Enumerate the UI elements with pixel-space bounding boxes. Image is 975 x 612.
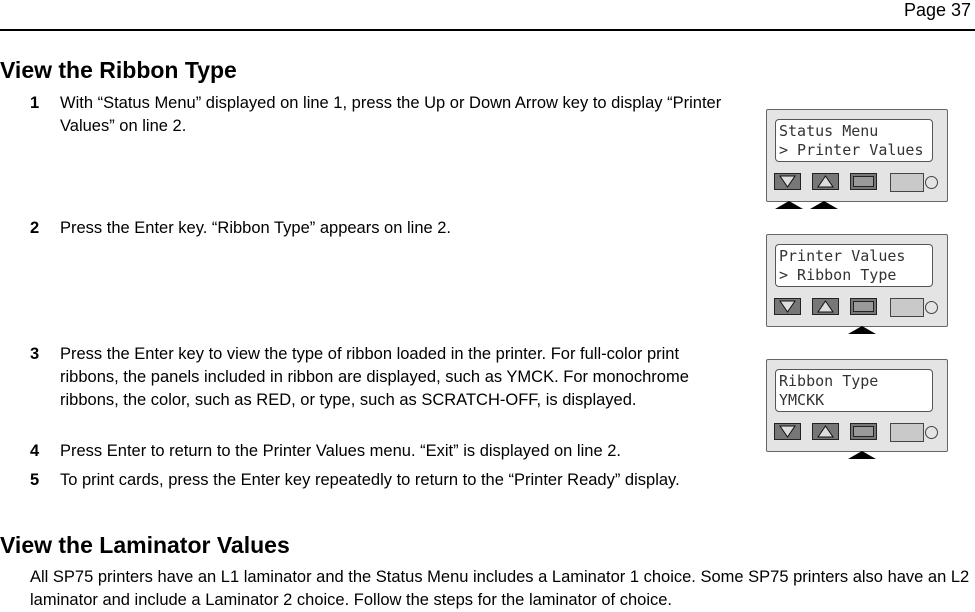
lcd-line-1: Ribbon Type — [779, 372, 879, 390]
up-arrow-key-icon[interactable] — [812, 173, 839, 190]
key-row — [774, 173, 944, 193]
header-rule — [0, 29, 975, 31]
pointer-arrow-icon — [775, 201, 803, 209]
step-number: 3 — [30, 345, 40, 363]
step-text: To print cards, press the Enter key repeatedly to return to the “Printer Ready” display. — [60, 471, 680, 489]
section-title-ribbon: View the Ribbon Type — [0, 57, 237, 83]
lcd-line-1: Printer Values — [779, 247, 906, 265]
enter-key-icon[interactable] — [850, 298, 877, 315]
function-slot — [890, 423, 924, 442]
indicator-led-icon — [925, 301, 938, 314]
indicator-led-icon — [925, 426, 938, 439]
lcd-line-2: YMCKK — [779, 391, 825, 409]
key-row — [774, 423, 944, 443]
down-arrow-key-icon[interactable] — [774, 173, 801, 190]
down-arrow-key-icon[interactable] — [774, 298, 801, 315]
lcd-panel-2 — [766, 234, 948, 327]
lcd-display — [775, 244, 933, 287]
up-arrow-key-icon[interactable] — [812, 298, 839, 315]
key-row — [774, 298, 944, 318]
step-text: Press the Enter key. “Ribbon Type” appears on line 2. — [60, 219, 452, 237]
step-number: 2 — [30, 219, 40, 237]
lcd-display — [775, 369, 933, 412]
step-text: With “Status Menu” displayed on line 1, press the Up or Down Arrow key to display “Printer Values” on line 2. — [60, 94, 722, 135]
indicator-led-icon — [925, 176, 938, 189]
lcd-panel-3 — [766, 359, 948, 452]
laminator-intro: All SP75 printers have an L1 laminator and the Status Menu includes a Laminator 1 choice. Some SP75 printers also have an L2 laminator and include a Laminator 2 choice. Follow the steps for the laminator of choice. — [30, 568, 970, 609]
step-number: 1 — [30, 94, 40, 112]
section-title-laminator: View the Laminator Values — [0, 532, 290, 558]
step-number: 4 — [30, 442, 40, 460]
lcd-line-1: Status Menu — [779, 122, 879, 140]
up-arrow-key-icon[interactable] — [812, 423, 839, 440]
step-number: 5 — [30, 471, 40, 489]
lcd-display — [775, 119, 933, 162]
pointer-arrow-icon — [848, 451, 876, 459]
pointer-arrow-icon — [810, 201, 838, 209]
pointer-arrow-icon — [848, 326, 876, 334]
lcd-line-2: > Ribbon Type — [779, 266, 897, 284]
step-text: Press the Enter key to view the type of ribbon loaded in the printer. For full-color print ribbons, the panels included in ribbon are displayed, such as YMCK. For monochrome ribbons, the color, such as RED, or type, such as SCRATCH-OFF, is displayed. — [60, 345, 689, 409]
step-text: Press Enter to return to the Printer Values menu. “Exit” is displayed on line 2. — [60, 442, 621, 460]
lcd-panel-1 — [766, 109, 948, 202]
page-number: Page 37 — [903, 0, 971, 20]
lcd-line-2: > Printer Values — [779, 141, 924, 159]
enter-key-icon[interactable] — [850, 173, 877, 190]
function-slot — [890, 298, 924, 317]
enter-key-icon[interactable] — [850, 423, 877, 440]
down-arrow-key-icon[interactable] — [774, 423, 801, 440]
function-slot — [890, 173, 924, 192]
